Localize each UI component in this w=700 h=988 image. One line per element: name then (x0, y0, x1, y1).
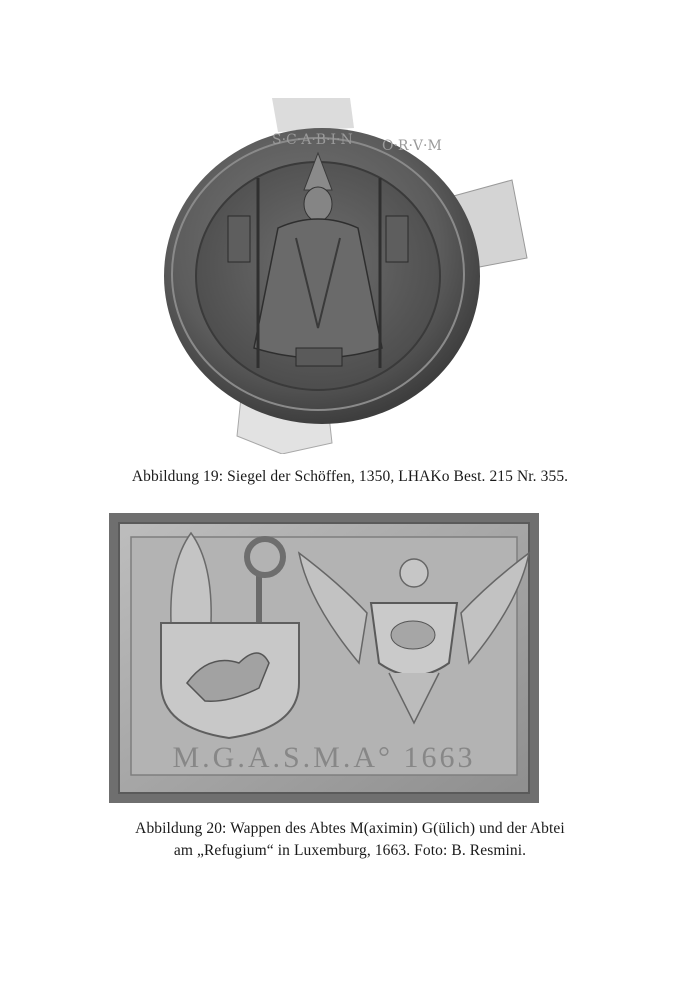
figure-19-caption: Abbildung 19: Siegel der Schöffen, 1350, LHAKo Best. 215 Nr. 355. (131, 468, 569, 485)
figure-20-caption-line1: Abbildung 20: Wappen des Abtes M(aximin) G(ülich) und der Abtei (135, 820, 565, 837)
svg-text:O·R·V·M: O·R·V·M (382, 138, 442, 154)
svg-text:S·C·A·B·I·N: S·C·A·B·I·N (272, 132, 353, 148)
seal-photograph (82, 98, 562, 454)
coat-of-arms-photograph (109, 513, 539, 803)
figure-20-caption-line2: am „Refugium“ in Luxemburg, 1663. Foto: B. Resmini. (173, 842, 527, 859)
figure-20-caption (0, 818, 700, 862)
stone-inscription: M.G.A.S.M.A° 1663 (172, 741, 476, 774)
